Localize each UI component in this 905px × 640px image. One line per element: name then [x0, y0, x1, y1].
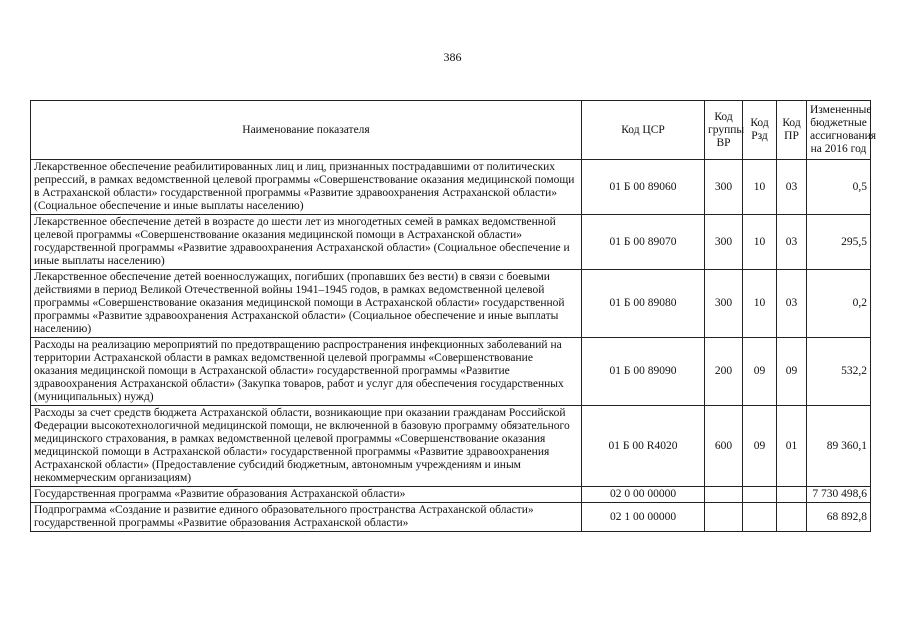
- row-csr-code: 02 1 00 00000: [582, 503, 705, 532]
- row-pr-code: 09: [777, 338, 807, 406]
- table-row: [31, 160, 871, 215]
- row-vr-code: 300: [705, 160, 743, 215]
- row-csr-code: 01 Б 00 89080: [582, 270, 705, 338]
- row-amount: 89 360,1: [807, 406, 871, 487]
- row-pr-code: [777, 503, 807, 532]
- row-vr-code: 600: [705, 406, 743, 487]
- row-rzd-code: 10: [743, 160, 777, 215]
- row-name: Лекарственное обеспечение реабилитированных лиц и лиц, признанных пострадавшими от политических репрессий, в рамках ведомственной целевой программы «Совершенствование оказания медицинской помощи в Астраханской области» государственной программы «Развитие здравоохранения Астраханской области» (Социальное обеспечение и иные выплаты населению): [31, 160, 582, 215]
- table-row: [31, 406, 871, 487]
- row-csr-code: 01 Б 00 R4020: [582, 406, 705, 487]
- row-name: Расходы за счет средств бюджета Астраханской области, возникающие при оказании гражданам Российской Федерации высокотехнологичной медицинской помощи, не включенной в базовую программу обязательного медицинского страхования, в рамках ведомственной целевой программы «Совершенствование оказания медицинской помощи в Астраханской области» государственной программы «Развитие здравоохранения Астраханской области» (Предоставление субсидий бюджетным, автономным учреждениям и иным некоммерческим организациям): [31, 406, 582, 487]
- row-rzd-code: 10: [743, 270, 777, 338]
- row-name: Лекарственное обеспечение детей в возрасте до шести лет из многодетных семей в рамках ведомственной целевой программы «Совершенствование оказания медицинской помощи в Астраханской области» государственной программы «Развитие здравоохранения Астраханской области» (Социальное обеспечение и иные выплаты населению): [31, 215, 582, 270]
- row-vr-code: [705, 503, 743, 532]
- table-row: [31, 270, 871, 338]
- row-name: Лекарственное обеспечение детей военнослужащих, погибших (пропавших без вести) в связи с боевыми действиями в период Великой Отечественной войны 1941–1945 годов, в рамках ведомственной целевой программы «Совершенствование оказания медицинской помощи в Астраханской области» государственной программы «Развитие здравоохранения Астраханской области» (Социальное обеспечение и иные выплаты населению): [31, 270, 582, 338]
- row-name: Подпрограмма «Создание и развитие единого образовательного пространства Астраханской области» государственной программы «Развитие образования Астраханской области»: [31, 503, 582, 532]
- table-row: [31, 503, 871, 532]
- row-rzd-code: 09: [743, 406, 777, 487]
- row-name: Расходы на реализацию мероприятий по предотвращению распространения инфекционных заболеваний на территории Астраханской области в рамках ведомственной целевой программы «Совершенствование оказания медицинской помощи в Астраханской области» государственной программы «Развитие здравоохранения Астраханской области» (Закупка товаров, работ и услуг для обеспечения государственных (муниципальных) нужд): [31, 338, 582, 406]
- table-header-row: [31, 101, 871, 160]
- row-amount: 68 892,8: [807, 503, 871, 532]
- header-rzd-code: Код Рзд: [743, 101, 777, 160]
- header-amount: Измененные бюджетные ассигнования на 2016 год: [807, 101, 871, 160]
- header-vr-code: Код группы ВР: [705, 101, 743, 160]
- row-csr-code: 01 Б 00 89060: [582, 160, 705, 215]
- row-rzd-code: 10: [743, 215, 777, 270]
- header-name: Наименование показателя: [31, 101, 582, 160]
- row-pr-code: 03: [777, 160, 807, 215]
- row-pr-code: 03: [777, 270, 807, 338]
- table-row: [31, 338, 871, 406]
- row-pr-code: [777, 487, 807, 503]
- table-row: [31, 215, 871, 270]
- row-pr-code: 01: [777, 406, 807, 487]
- row-rzd-code: [743, 503, 777, 532]
- budget-table: [30, 100, 877, 532]
- header-csr-code: Код ЦСР: [582, 101, 705, 160]
- row-csr-code: 01 Б 00 89090: [582, 338, 705, 406]
- row-vr-code: 200: [705, 338, 743, 406]
- row-amount: 532,2: [807, 338, 871, 406]
- row-amount: 295,5: [807, 215, 871, 270]
- row-vr-code: [705, 487, 743, 503]
- row-rzd-code: [743, 487, 777, 503]
- row-pr-code: 03: [777, 215, 807, 270]
- table-row: [31, 487, 871, 503]
- page-number: 386: [443, 50, 462, 64]
- row-amount: 0,5: [807, 160, 871, 215]
- row-csr-code: 01 Б 00 89070: [582, 215, 705, 270]
- header-pr-code: Код ПР: [777, 101, 807, 160]
- row-rzd-code: 09: [743, 338, 777, 406]
- row-vr-code: 300: [705, 270, 743, 338]
- row-amount: 0,2: [807, 270, 871, 338]
- row-csr-code: 02 0 00 00000: [582, 487, 705, 503]
- row-amount: 7 730 498,6: [807, 487, 871, 503]
- row-name: Государственная программа «Развитие образования Астраханской области»: [31, 487, 582, 503]
- row-vr-code: 300: [705, 215, 743, 270]
